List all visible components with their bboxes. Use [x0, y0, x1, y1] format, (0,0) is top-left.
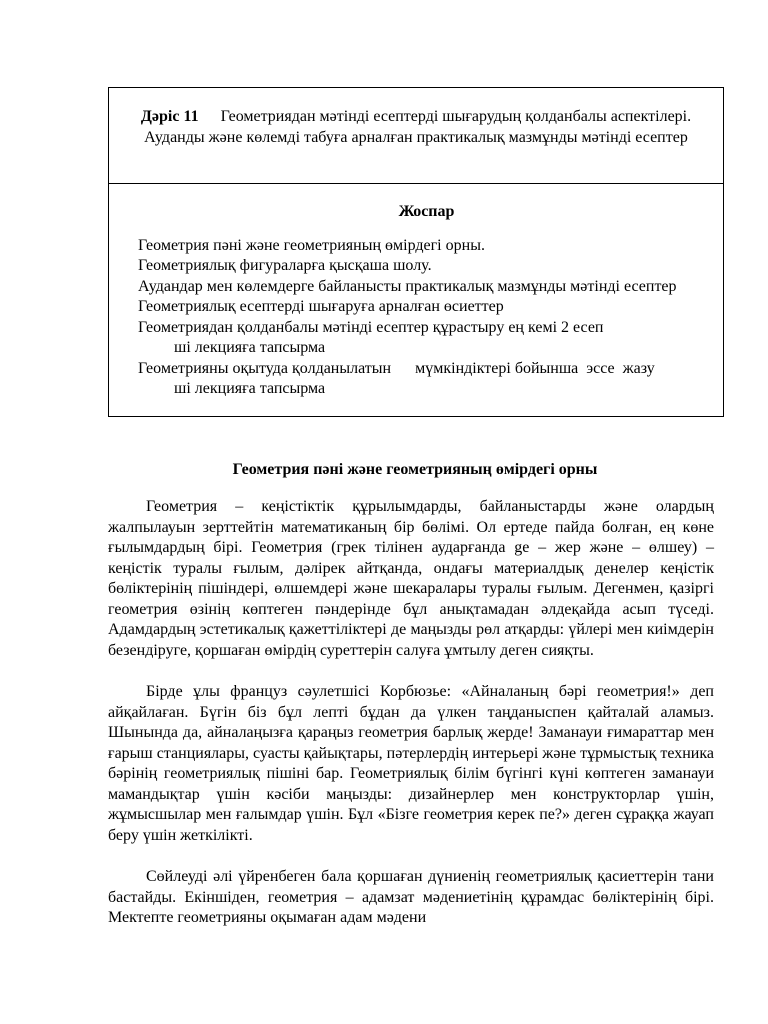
plan-section — [109, 184, 723, 416]
plan-item: Геометрияны оқытуда қолданылатын мүмкіндіктері бойынша эссе жазу — [138, 359, 655, 377]
lecture-header-box — [108, 87, 724, 417]
section-body — [108, 497, 714, 950]
lecture-number: Дәріс 11 — [140, 108, 199, 125]
plan-title: Жоспар — [398, 203, 455, 220]
plan-subitem: ші лекцияға тапсырма — [174, 380, 326, 397]
paragraph: Сөйлеуді әлі үйренбеген бала қоршаған дүниенің геометриялық қасиеттерін тани бастайды. Екіншіден, геометрия – адамзат мәдениетінің құрамдас бөліктерінің бірі. Мектепте геометрияны оқымаған адам мәдени — [108, 868, 714, 926]
plan-item: Аудандар мен көлемдерге байланысты практикалық мазмұнды мәтінді есептер — [138, 277, 677, 295]
plan-item: Геометриялық фигураларға қысқаша шолу. — [138, 257, 432, 274]
lecture-heading — [109, 88, 723, 184]
plan-item: Геометрия пәні және геометрияның өмірдегі орны. — [138, 236, 485, 254]
paragraph: Геометрия – кеңістіктік құрылымдарды, байланыстарды және олардың жалпылауын зерттейтін математиканың бір бөлімі. Ол ертеде пайда болған, ең көне ғылымдардың бірі. Геометрия (грек тілінен аударғанда ge – жер және – өлшеу) – кеңістік туралы ғылым, дәлірек айтқанда, ондағы материалдық денелер кеңістік бөліктерінің пішіндері, өлшемдері және шекаралары туралы ғылым. Дегенмен, қазіргі геометрия өзінің көптеген пәндерінде бұл анықтамадан әлдеқайда асып түседі. Адамдардың эстетикалық қажеттіліктері де маңызды рөл атқарды: үйлері мен киімдерін безендіруге, қоршаған өмірдің суреттерін салуға ұмтылу деген сияқты. — [108, 498, 714, 659]
section-title: Геометрия пәні және геометрияның өмірдегі орны — [232, 461, 598, 478]
plan-item: Геометриядан қолданбалы мәтінді есептер құрастыру ең кемі 2 есеп — [138, 318, 604, 336]
plan-subitem: ші лекцияға тапсырма — [174, 339, 326, 356]
plan-item: Геометриялық есептерді шығаруға арналған өсиеттер — [138, 298, 504, 315]
lecture-title: Геометриядан мәтінді есептерді шығарудың қолданбалы аспектілері. Ауданды және көлемді табуға арналған практикалық мазмұнды мәтінді есептер — [144, 108, 692, 146]
paragraph: Бірде ұлы француз сәулетшісі Корбюзье: «Айналаның бәрі геометрия!» деп айқайлаған. Бүгін біз бұл лепті бұдан да үлкен таңданыспен қайталай аламыз. Шынында да, айналаңызға қараңыз геометрия барлық жерде! Заманауи ғимараттар мен ғарыш станциялары, суасты қайықтары, пәтерлердің интерьері және тұрмыстық техника бәрінің геометриялық пішіні бар. Геометриялық білім бүгінгі күні көптеген заманауи мамандықтар үшін кәсіби маңызды: дизайнерлер мен конструкторлар үшін, жұмысшылар мен ғалымдар үшін. Бұл «Бізге геометрия керек пе?» деген сұраққа жауап беру үшін жеткілікті. — [108, 683, 714, 844]
